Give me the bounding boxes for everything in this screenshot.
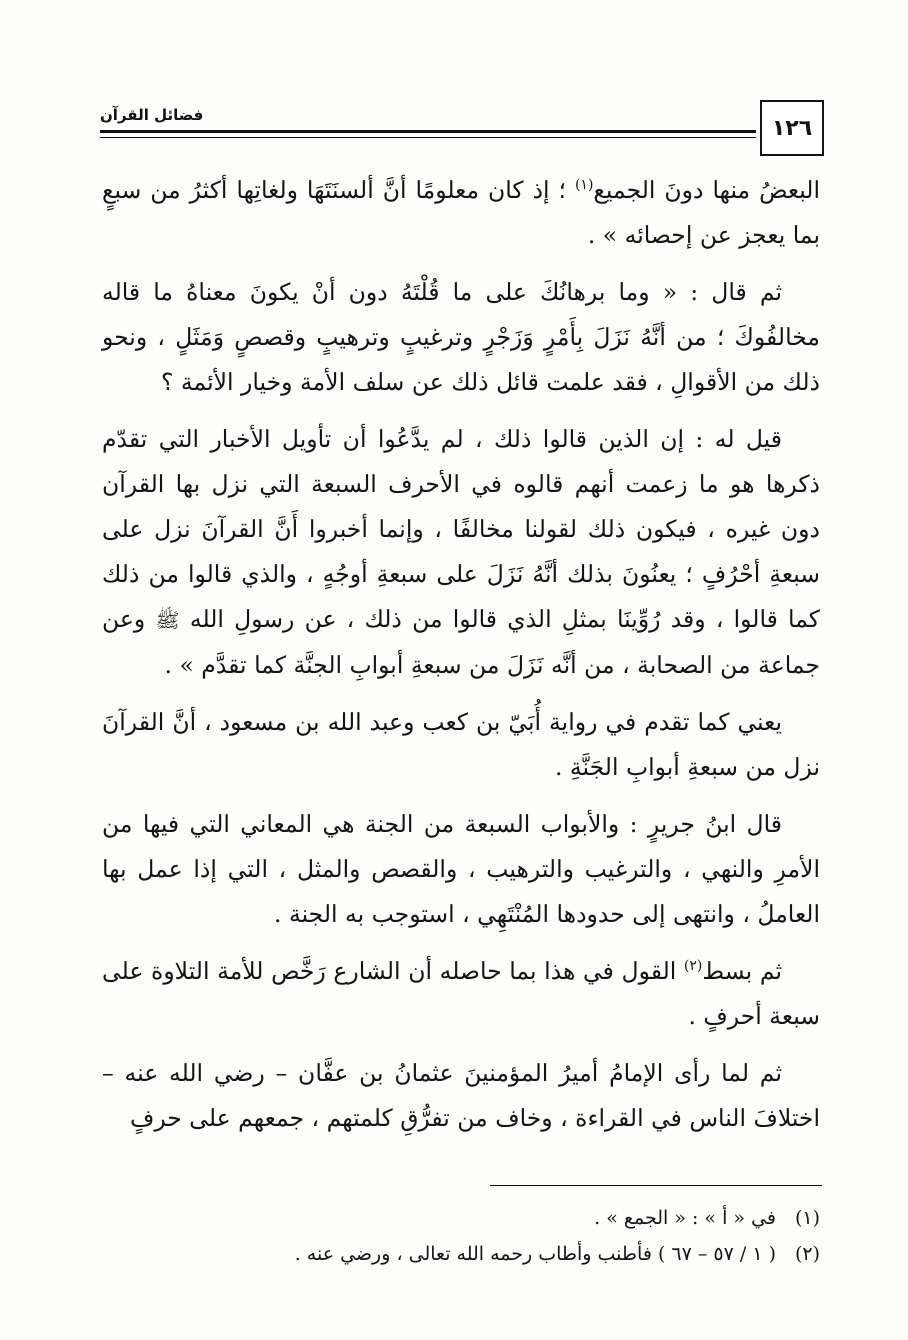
- paragraph-4: يعني كما تقدم في رواية أُبَيّ بن كعب وعبد الله بن مسعود ، أنَّ القرآنَ نزل من سبعةِ أبوابِ الجَنَّةِ .: [102, 708, 820, 781]
- header-rule-thick: [100, 130, 756, 133]
- header-rule-thin: [100, 137, 756, 138]
- paragraph-2: ثم قال : « وما برهانُكَ على ما قُلْتَهُ دون أنْ يكونَ معناهُ ما قاله مخالفُوكَ ؛ من أنَّهُ نَزَلَ بِأَمْرٍ وَزَجْرٍ وترغيبٍ وترهيبٍ وقصصٍ وَمَثَلٍ ، ونحو ذلك من الأقوالِ ، فقد علمت قائل ذلك عن سلف الأمة وخيار الأئمة ؟: [102, 278, 820, 396]
- paragraph-3: قيل له : إن الذين قالوا ذلك ، لم يدَّعُوا أن تأويل الأخبار التي تقدّم ذكرها هو ما زعمت أنهم قالوه في الأحرف السبعة التي نزل بها القرآن دون غيره ، فيكون ذلك لقولنا مخالفًا ، وإنما أخبروا أَنَّ القرآنَ نزل على سبعةِ أحْرُفٍ ؛ يعنُونَ بذلك أنَّهُ نَزَلَ على سبعةِ أوجُهٍ ، والذي قالوا من ذلك كما قالوا ، وقد رُوِّينَا بمثلِ الذي قالوا من ذلك ، عن رسولِ الله ﷺ وعن جماعة من الصحابة ، من أنَّه نَزَلَ من سبعةِ أبوابِ الجنَّة كما تقدَّم » .: [102, 425, 820, 679]
- footnote-1: [102, 1200, 820, 1236]
- salawat-glyph: ﷺ: [155, 608, 180, 632]
- page-number: ١٢٦: [760, 100, 824, 156]
- paragraph-5: قال ابنُ جريرٍ : والأبواب السبعة من الجنة هي المعاني التي فيها من الأمرِ والنهي ، والترغيب والترهيب ، والقصص والمثل ، التي إذا عمل بها العاملُ ، وانتهى إلى حدودها المُنْتَهِي ، استوجب به الجنة .: [102, 810, 820, 928]
- footnote-ref-2[interactable]: (٢): [683, 958, 703, 975]
- footnote-2: [102, 1236, 820, 1272]
- footnote-text: ( ١ / ٥٧ – ٦٧ ) فأطنب وأطاب رحمه الله تعالى ، ورضي عنه .: [294, 1243, 776, 1265]
- footnote-text: في « أ » : « الجمع » .: [594, 1207, 776, 1229]
- paragraph-1: البعضُ منها دونَ الجميع$^{(١)}$ ؛ إذ كان معلومًا أنَّ ألسنَتَهَا ولغاتِها أكثرُ من سبعٍ بما يعجز عن إحصائه » .: [102, 176, 820, 249]
- paragraph-6: ثم بسط$^{(٢)}$ القول في هذا بما حاصله أن الشارع رَخَّص للأمة التلاوة على سبعة أحرفٍ .: [102, 957, 820, 1030]
- page-header: [100, 96, 824, 170]
- footnotes: [102, 1200, 820, 1272]
- paragraph-7: ثم لما رأى الإمامُ أميرُ المؤمنينَ عثمانُ بن عفَّان – رضي الله عنه – اختلافَ الناس في القراءة ، وخاف من تفرُّقِ كلمتهم ، جمعهم على حرفٍ: [102, 1059, 820, 1132]
- footnote-separator: [490, 1185, 822, 1186]
- footnote-number: (٢): [794, 1243, 820, 1265]
- footnote-ref-1[interactable]: (١): [574, 177, 594, 194]
- running-title: فضائل القرآن: [100, 106, 204, 124]
- footnote-number: (١): [794, 1207, 820, 1229]
- main-text: [102, 168, 820, 1153]
